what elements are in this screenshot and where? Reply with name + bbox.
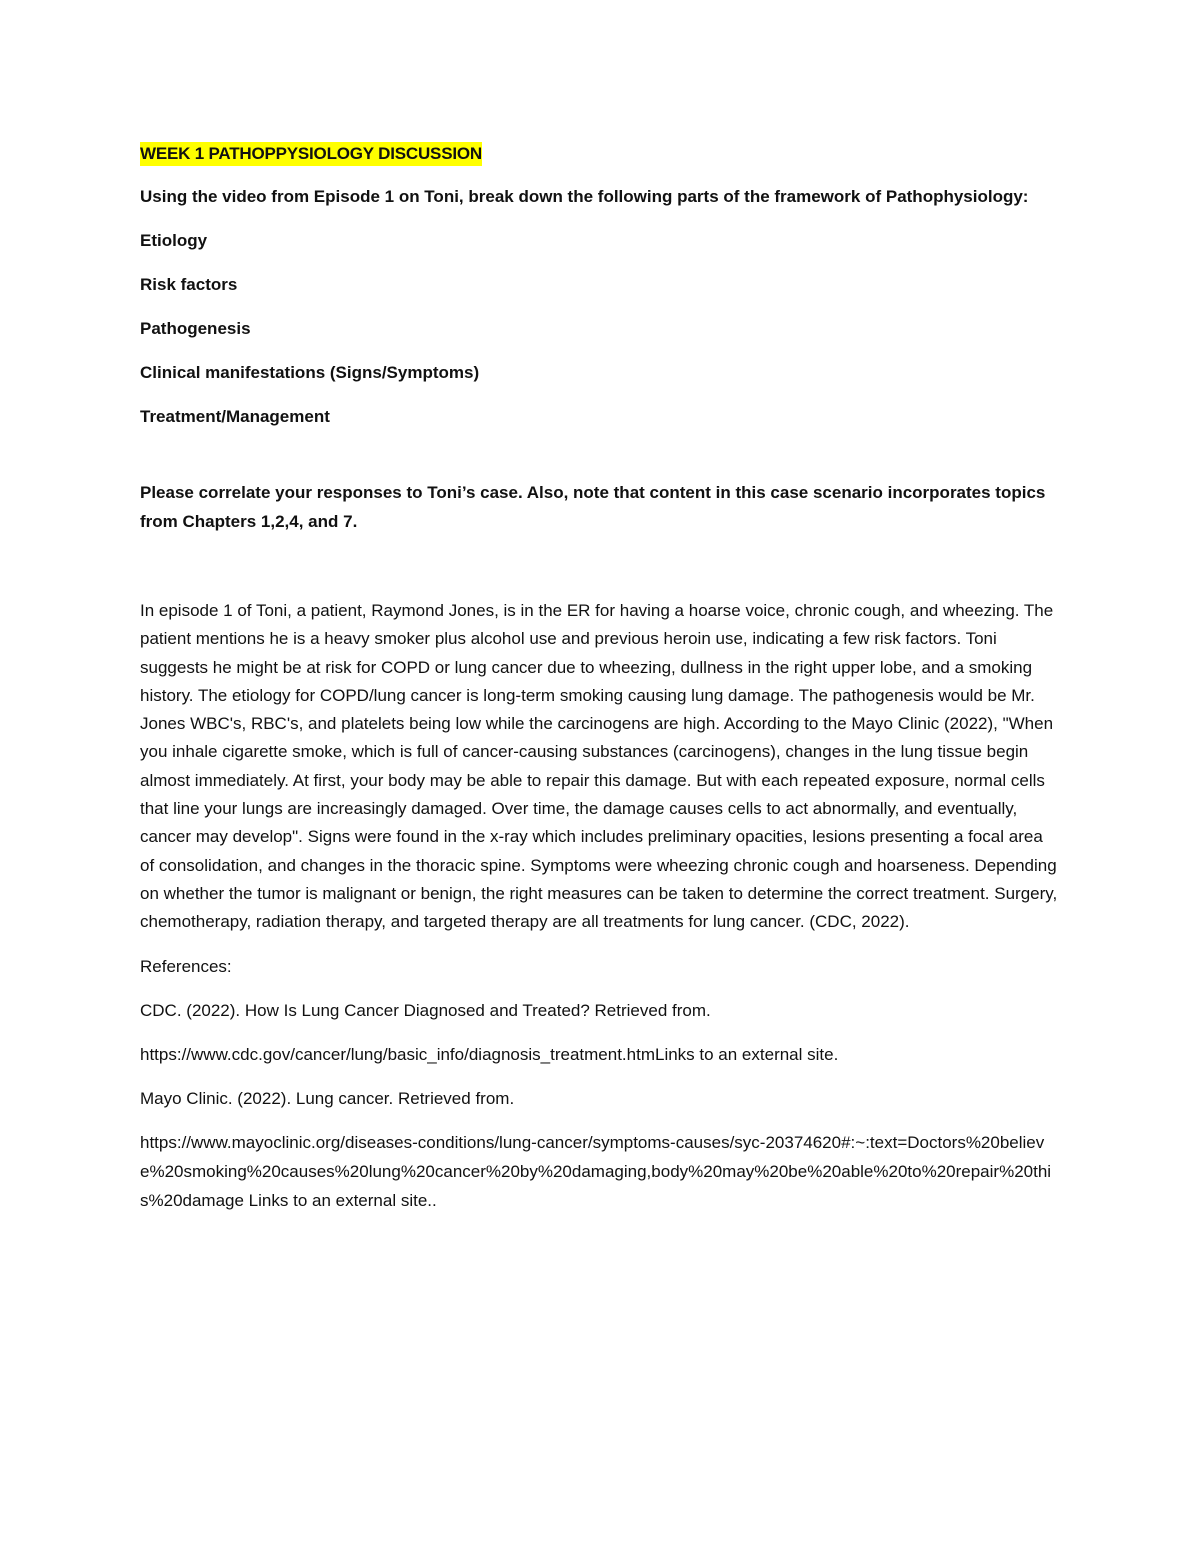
- framework-item-clinical-manifestations: Clinical manifestations (Signs/Symptoms): [140, 363, 480, 382]
- framework-item-treatment: Treatment/Management: [140, 407, 330, 426]
- reference-mayo: Mayo Clinic. (2022). Lung cancer. Retrieved from.: [140, 1088, 515, 1108]
- spacer: [140, 551, 1060, 597]
- document-title: WEEK 1 PATHOPPYSIOLOGY DISCUSSION: [140, 142, 482, 166]
- references-heading: References:: [140, 956, 232, 976]
- reference-cdc-link[interactable]: https://www.cdc.gov/cancer/lung/basic_info/diagnosis_treatment.htmLinks to an external site.: [140, 1044, 839, 1064]
- response-paragraph: In episode 1 of Toni, a patient, Raymond Jones, is in the ER for having a hoarse voice, chronic cough, and wheezing. The patient mentions he is a heavy smoker plus alcohol use and previous heroin use, indicating a few risk factors. Toni suggests he might be at risk for COPD or lung cancer due to wheezing, dullness in the right upper lobe, and a smoking history. The etiology for COPD/lung cancer is long-term smoking causing lung damage. The pathogenesis would be Mr. Jones WBC's, RBC's, and platelets being low while the carcinogens are high. According to the Mayo Clinic (2022), "When you inhale cigarette smoke, which is full of cancer-causing substances (carcinogens), changes in the lung tissue begin almost immediately. At first, your body may be able to repair this damage. But with each repeated exposure, normal cells that line your lungs are increasingly damaged. Over time, the damage causes cells to act abnormally, and eventually, cancer may develop". Signs were found in the x-ray which includes preliminary opacities, lesions presenting a focal area of consolidation, and changes in the thoracic spine. Symptoms were wheezing chronic cough and hoarseness. Depending on whether the tumor is malignant or benign, the right measures can be taken to determine the correct treatment. Surgery, chemotherapy, radiation therapy, and targeted therapy are all treatments for lung cancer. (CDC, 2022).: [140, 601, 1058, 932]
- prompt-paragraph: Using the video from Episode 1 on Toni, break down the following parts of the framework of Pathophysiology:: [140, 187, 1029, 206]
- framework-item-etiology: Etiology: [140, 231, 208, 250]
- reference-cdc: CDC. (2022). How Is Lung Cancer Diagnosed and Treated? Retrieved from.: [140, 1000, 711, 1020]
- document-content: [140, 142, 1060, 1230]
- reference-mayo-link[interactable]: https://www.mayoclinic.org/diseases-conditions/lung-cancer/symptoms-causes/syc-20374620#:~:text=Doctors%20believe%20smoking%20causes%20lung%20cancer%20by%20damaging,body%20may%20be%20able%20to%20repair%20this%20damage Links to an external site..: [140, 1132, 1052, 1210]
- instruction-paragraph: Please correlate your responses to Toni’s case. Also, note that content in this case scenario incorporates topics from Chapters 1,2,4, and 7.: [140, 483, 1046, 531]
- spacer: [140, 446, 1060, 478]
- framework-item-risk-factors: Risk factors: [140, 275, 238, 294]
- framework-item-pathogenesis: Pathogenesis: [140, 319, 251, 338]
